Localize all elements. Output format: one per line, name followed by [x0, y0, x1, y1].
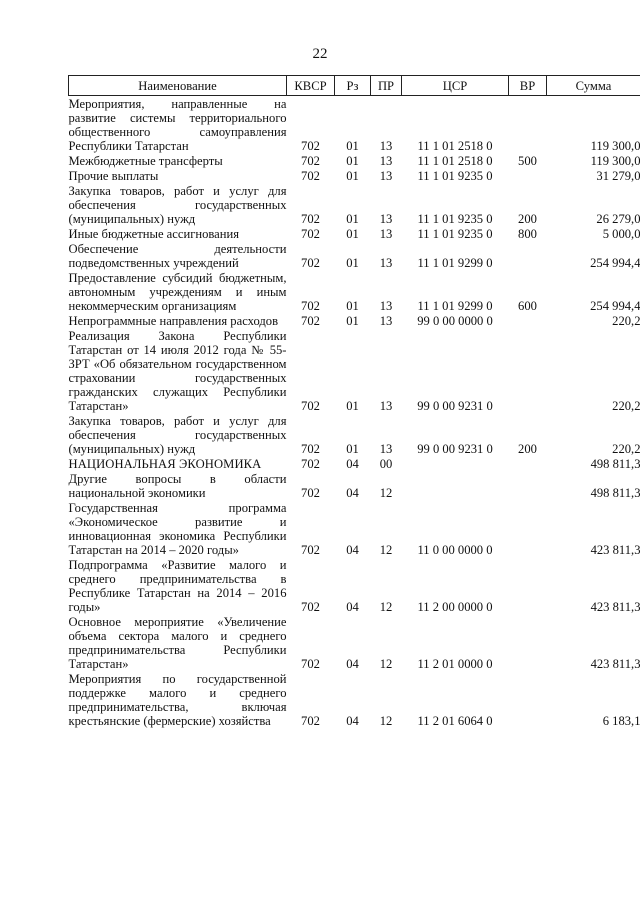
row-kvsr: 702 [301, 256, 320, 270]
row-rz: 01 [346, 139, 359, 153]
row-csr: 11 1 01 2518 0 [417, 154, 493, 168]
row-kvsr: 702 [301, 299, 320, 313]
row-sum: 423 811,3 [590, 600, 640, 614]
row-csr: 11 1 01 9235 0 [417, 212, 493, 226]
row-sum: 254 994,4 [590, 299, 640, 313]
row-rz: 04 [346, 457, 359, 471]
table-row [69, 500, 640, 557]
row-sum: 254 994,4 [590, 256, 640, 270]
row-rz: 01 [346, 399, 359, 413]
row-vr [509, 471, 547, 500]
row-kvsr: 702 [301, 399, 320, 413]
row-rz: 01 [346, 314, 359, 328]
row-sum: 498 811,3 [590, 486, 640, 500]
row-csr: 99 0 00 9231 0 [417, 442, 493, 456]
table-row [69, 241, 640, 270]
row-kvsr: 702 [301, 543, 320, 557]
row-kvsr: 702 [301, 169, 320, 183]
row-rz: 01 [346, 442, 359, 456]
row-name: Государственная программа «Экономическое развитие и инновационная экономика Республики Татарстан на 2014 – 2020 годы» [68, 501, 287, 557]
row-sum: 220,2 [612, 314, 640, 328]
row-sum: 119 300,0 [590, 154, 640, 168]
header-rz: Рз [335, 76, 371, 96]
row-vr [509, 168, 547, 183]
header-csr: ЦСР [402, 76, 509, 96]
row-name: Иные бюджетные ассигнования [68, 227, 240, 241]
row-name: Мероприятия по государственной поддержке малого и среднего предпринимательства, включая крестьянские (фермерские) хозяйства [68, 672, 287, 728]
row-csr: 11 1 01 9299 0 [417, 299, 493, 313]
row-kvsr: 702 [301, 714, 320, 728]
row-sum: 26 279,0 [596, 212, 640, 226]
table-row [69, 614, 640, 671]
header-kvsr: КВСР [287, 76, 335, 96]
row-rz: 04 [346, 657, 359, 671]
row-vr [509, 241, 547, 270]
table-row [69, 96, 640, 154]
row-name: Закупка товаров, работ и услуг для обеспечения государственных (муниципальных) нужд [68, 184, 287, 226]
table-row [69, 168, 640, 183]
row-sum: 423 811,3 [590, 657, 640, 671]
row-kvsr: 702 [301, 314, 320, 328]
table-row [69, 471, 640, 500]
row-name: Непрограммные направления расходов [68, 314, 279, 328]
row-name: Предоставление субсидий бюджетным, автономным учреждениям и иным некоммерческим организациям [68, 271, 287, 313]
table-row [69, 183, 640, 226]
row-csr: 11 2 01 6064 0 [417, 714, 493, 728]
row-csr: 99 0 00 0000 0 [417, 314, 493, 328]
row-vr [509, 614, 547, 671]
row-vr [509, 313, 547, 328]
row-sum: 5 000,0 [602, 227, 640, 241]
row-rz: 04 [346, 543, 359, 557]
row-pr: 13 [379, 212, 393, 226]
row-sum: 31 279,0 [596, 169, 640, 183]
row-pr: 00 [379, 457, 393, 471]
row-kvsr: 702 [301, 486, 320, 500]
row-csr [402, 456, 509, 471]
row-kvsr: 702 [301, 600, 320, 614]
row-csr [402, 471, 509, 500]
budget-table [68, 75, 640, 728]
row-csr: 11 1 01 2518 0 [417, 139, 493, 153]
table-row [69, 328, 640, 413]
header-sum: Сумма [547, 76, 640, 96]
row-pr: 12 [379, 657, 393, 671]
row-pr: 13 [379, 227, 393, 241]
row-name: НАЦИОНАЛЬНАЯ ЭКОНОМИКА [68, 457, 262, 471]
row-sum: 6 183,1 [602, 714, 640, 728]
row-pr: 13 [379, 314, 393, 328]
row-pr: 13 [379, 299, 393, 313]
row-rz: 01 [346, 169, 359, 183]
row-name: Закупка товаров, работ и услуг для обеспечения государственных (муниципальных) нужд [68, 414, 287, 456]
row-pr: 13 [379, 399, 393, 413]
row-vr [509, 328, 547, 413]
row-pr: 12 [379, 486, 393, 500]
table-row [69, 557, 640, 614]
row-vr [509, 96, 547, 154]
table-row [69, 413, 640, 456]
row-vr: 200 [518, 212, 537, 226]
row-kvsr: 702 [301, 139, 320, 153]
row-vr: 800 [518, 227, 537, 241]
row-vr [509, 500, 547, 557]
row-sum: 119 300,0 [590, 139, 640, 153]
row-sum: 220,2 [612, 399, 640, 413]
row-pr: 13 [379, 256, 393, 270]
row-vr [509, 557, 547, 614]
row-csr: 11 1 01 9235 0 [417, 169, 493, 183]
row-pr: 12 [379, 714, 393, 728]
table-row [69, 671, 640, 728]
row-csr: 11 0 00 0000 0 [417, 543, 493, 557]
header-vr: ВР [509, 76, 547, 96]
header-pr: ПР [371, 76, 402, 96]
table-row [69, 313, 640, 328]
row-pr: 13 [379, 169, 393, 183]
row-csr: 11 2 01 0000 0 [417, 657, 493, 671]
row-name: Межбюджетные трансферты [68, 154, 223, 168]
row-kvsr: 702 [301, 457, 320, 471]
row-pr: 13 [379, 139, 393, 153]
row-vr: 600 [518, 299, 537, 313]
row-kvsr: 702 [301, 657, 320, 671]
row-rz: 01 [346, 227, 359, 241]
row-name: Другие вопросы в области национальной экономики [68, 472, 287, 500]
row-kvsr: 702 [301, 154, 320, 168]
row-sum: 498 811,3 [590, 457, 640, 471]
row-kvsr: 702 [301, 227, 320, 241]
table-row [69, 226, 640, 241]
table-row [69, 456, 640, 471]
row-name: Мероприятия, направленные на развитие системы территориального общественного самоуправления Республики Татарстан [68, 97, 287, 153]
row-csr: 99 0 00 9231 0 [417, 399, 493, 413]
row-rz: 01 [346, 299, 359, 313]
row-rz: 04 [346, 486, 359, 500]
page-number: 22 [312, 46, 328, 62]
row-vr: 500 [518, 154, 537, 168]
row-name: Подпрограмма «Развитие малого и среднего предпринимательства в Республике Татарстан на 2014 – 2016 годы» [68, 558, 287, 614]
table-row [69, 270, 640, 313]
row-name: Реализация Закона Республики Татарстан от 14 июля 2012 года № 55-ЗРТ «Об обязательном государственном страховании государственных гражданских служащих Республики Татарстан» [68, 329, 287, 413]
table-header [69, 76, 640, 96]
table-body [69, 96, 640, 729]
row-pr: 13 [379, 154, 393, 168]
row-kvsr: 702 [301, 212, 320, 226]
row-csr: 11 2 00 0000 0 [417, 600, 493, 614]
row-name: Обеспечение деятельности подведомственных учреждений [68, 242, 287, 270]
row-rz: 01 [346, 212, 359, 226]
row-sum: 220,2 [612, 442, 640, 456]
row-pr: 12 [379, 543, 393, 557]
row-csr: 11 1 01 9299 0 [417, 256, 493, 270]
row-rz: 01 [346, 256, 359, 270]
row-vr [509, 671, 547, 728]
row-pr: 13 [379, 442, 393, 456]
table-row [69, 153, 640, 168]
row-vr: 200 [518, 442, 537, 456]
row-rz: 04 [346, 600, 359, 614]
header-name: Наименование [69, 76, 287, 96]
row-sum: 423 811,3 [590, 543, 640, 557]
row-vr [509, 456, 547, 471]
row-kvsr: 702 [301, 442, 320, 456]
row-pr: 12 [379, 600, 393, 614]
row-name: Основное мероприятие «Увеличение объема сектора малого и среднего предпринимательства Республики Татарстан» [68, 615, 287, 671]
row-name: Прочие выплаты [68, 169, 159, 183]
row-rz: 04 [346, 714, 359, 728]
row-csr: 11 1 01 9235 0 [417, 227, 493, 241]
row-rz: 01 [346, 154, 359, 168]
